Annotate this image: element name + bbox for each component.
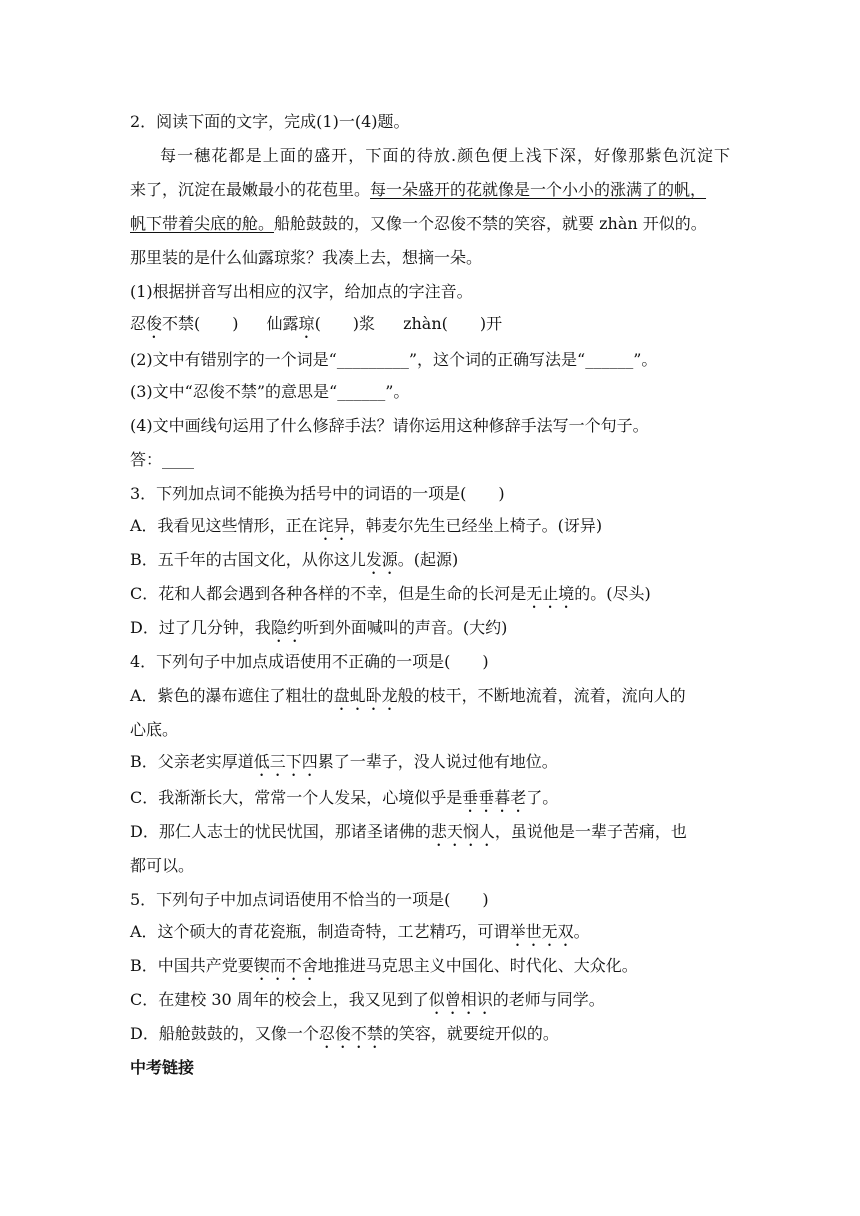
dotted-term: 发源 — [365, 550, 398, 569]
section-heading: 中考链接 — [130, 1058, 195, 1077]
q5-option-c — [130, 990, 605, 1018]
option-text: D．过了几分钟，我 — [130, 618, 271, 637]
dotted-term: 诧异 — [317, 516, 350, 535]
q2-underlined-sentence-end: 帆下带着尖底的舱。 — [130, 214, 275, 233]
option-text: 。(起源) — [397, 550, 459, 569]
q2-item-a — [130, 314, 239, 333]
option-text: D．船舱鼓鼓的，又像一个 — [130, 1024, 319, 1043]
q4-option-c — [130, 788, 558, 816]
option-text: C．在建校 30 周年的校会上，我又见到了 — [130, 990, 429, 1009]
q4-option-d — [130, 822, 687, 850]
q3-option-b — [130, 550, 458, 578]
option-text: C．我渐渐长大，常常一个人发呆，心境似乎是 — [130, 788, 463, 807]
q2-title: 2．阅读下面的文字，完成(1)一(4)题。 — [130, 112, 410, 131]
q3-option-d — [130, 618, 507, 646]
option-text: 的。(尽头) — [574, 584, 651, 603]
option-text: A．我看见这些情形，正在 — [130, 516, 318, 535]
dotted-term: 似曾相识 — [428, 990, 493, 1009]
q2-para-line-4: 那里装的是什么仙露琼浆？我凑上去，想摘一朵。 — [130, 248, 483, 267]
dotted-term: 悲天悯人 — [430, 822, 495, 841]
option-text: 般的枝干，不断地流着，流着，流向人的 — [397, 686, 686, 705]
q4-option-d-cont: 都可以。 — [130, 856, 195, 875]
dotted-term: 盘虬卧龙 — [333, 686, 398, 705]
q3-option-c — [130, 584, 651, 612]
q2-sub3: (3)文中“忍俊不禁”的意思是“______”。 — [130, 382, 410, 401]
option-text: 了。 — [526, 788, 559, 807]
option-text: B．五千年的古国文化，从你这儿 — [130, 550, 366, 569]
dotted-term: 锲而不舍 — [253, 956, 318, 975]
q2-para-line-3 — [130, 214, 707, 234]
dotted-char: 琼 — [298, 314, 315, 333]
item-text: 仙露 — [266, 314, 299, 333]
option-text: 累了一辈子，没人说过他有地位。 — [317, 752, 558, 771]
dotted-term: 隐约 — [270, 618, 303, 637]
item-text: 忍 — [130, 314, 147, 333]
q2-item-c: zhàn( )开 — [403, 314, 503, 333]
q5-option-a — [130, 922, 590, 950]
item-text: ( )浆 — [314, 314, 376, 333]
option-text: B．中国共产党要 — [130, 956, 254, 975]
option-text: 。 — [573, 922, 590, 941]
item-text: 不禁( ) — [162, 314, 239, 333]
q3-title: 3．下列加点词不能换为括号中的词语的一项是( ) — [130, 484, 505, 503]
option-text: 的老师与同学。 — [492, 990, 605, 1009]
q2-para-text: 船舱鼓鼓的，又像一个忍俊不禁的笑容，就要 zhàn 开似的。 — [274, 214, 707, 233]
option-text: C．花和人都会遇到各种各样的不幸，但是生命的长河是 — [130, 584, 527, 603]
option-text: ，韩麦尔先生已经坐上椅子。(讶异) — [349, 516, 603, 535]
q2-para-text: 来了，沉淀在最嫩最小的花苞里。 — [130, 180, 371, 199]
q2-para-line-2 — [130, 180, 706, 200]
option-text: A．这个硕大的青花瓷瓶，制造奇特，工艺精巧，可谓 — [130, 922, 510, 941]
q3-option-a — [130, 516, 602, 544]
q4-option-a — [130, 686, 686, 714]
q4-option-b — [130, 752, 558, 780]
q5-title: 5．下列句子中加点词语使用不恰当的一项是( ) — [130, 890, 489, 909]
q4-title: 4．下列句子中加点成语使用不正确的一项是( ) — [130, 652, 489, 671]
q2-sub4: (4)文中画线句运用了什么修辞手法？请你运用这种修辞手法写一个句子。 — [130, 416, 649, 435]
option-text: 地推进马克思主义中国化、时代化、大众化。 — [317, 956, 638, 975]
dotted-term: 无止境 — [526, 584, 575, 603]
option-text: 的笑容，就要绽开似的。 — [382, 1024, 559, 1043]
dotted-term: 垂垂暮老 — [462, 788, 527, 807]
option-text: B．父亲老实厚道 — [130, 752, 254, 771]
q2-underlined-sentence: 每一朵盛开的花就像是一个小小的涨满了的帆， — [370, 180, 707, 199]
q2-sub1-items — [130, 314, 502, 342]
dotted-term: 低三下四 — [253, 752, 318, 771]
option-text: ，虽说他是一辈子苦痛，也 — [494, 822, 687, 841]
q2-item-b — [267, 314, 376, 333]
q4-option-a-cont: 心底。 — [130, 720, 179, 739]
q5-option-d — [130, 1024, 559, 1052]
option-text: D．那仁人志士的忧民忧国，那诸圣诸佛的 — [130, 822, 431, 841]
q2-para-line-1: 每一穗花都是上面的盛开，下面的待放.颜色便上浅下深，好像那紫色沉淀下 — [160, 146, 730, 165]
q2-sub1: (1)根据拼音写出相应的汉字，给加点的字注音。 — [130, 282, 473, 301]
q5-option-b — [130, 956, 638, 984]
option-text: 听到外面喊叫的声音。(大约) — [302, 618, 508, 637]
dotted-term: 举世无双 — [509, 922, 574, 941]
option-text: A．紫色的瀑布遮住了粗壮的 — [130, 686, 334, 705]
q2-sub2: (2)文中有错别字的一个词是“_________”，这个词的正确写法是“______”。 — [130, 350, 658, 369]
dotted-term: 忍俊不禁 — [318, 1024, 383, 1043]
q2-answer: 答：____ — [130, 450, 195, 469]
dotted-char: 俊 — [146, 314, 163, 333]
